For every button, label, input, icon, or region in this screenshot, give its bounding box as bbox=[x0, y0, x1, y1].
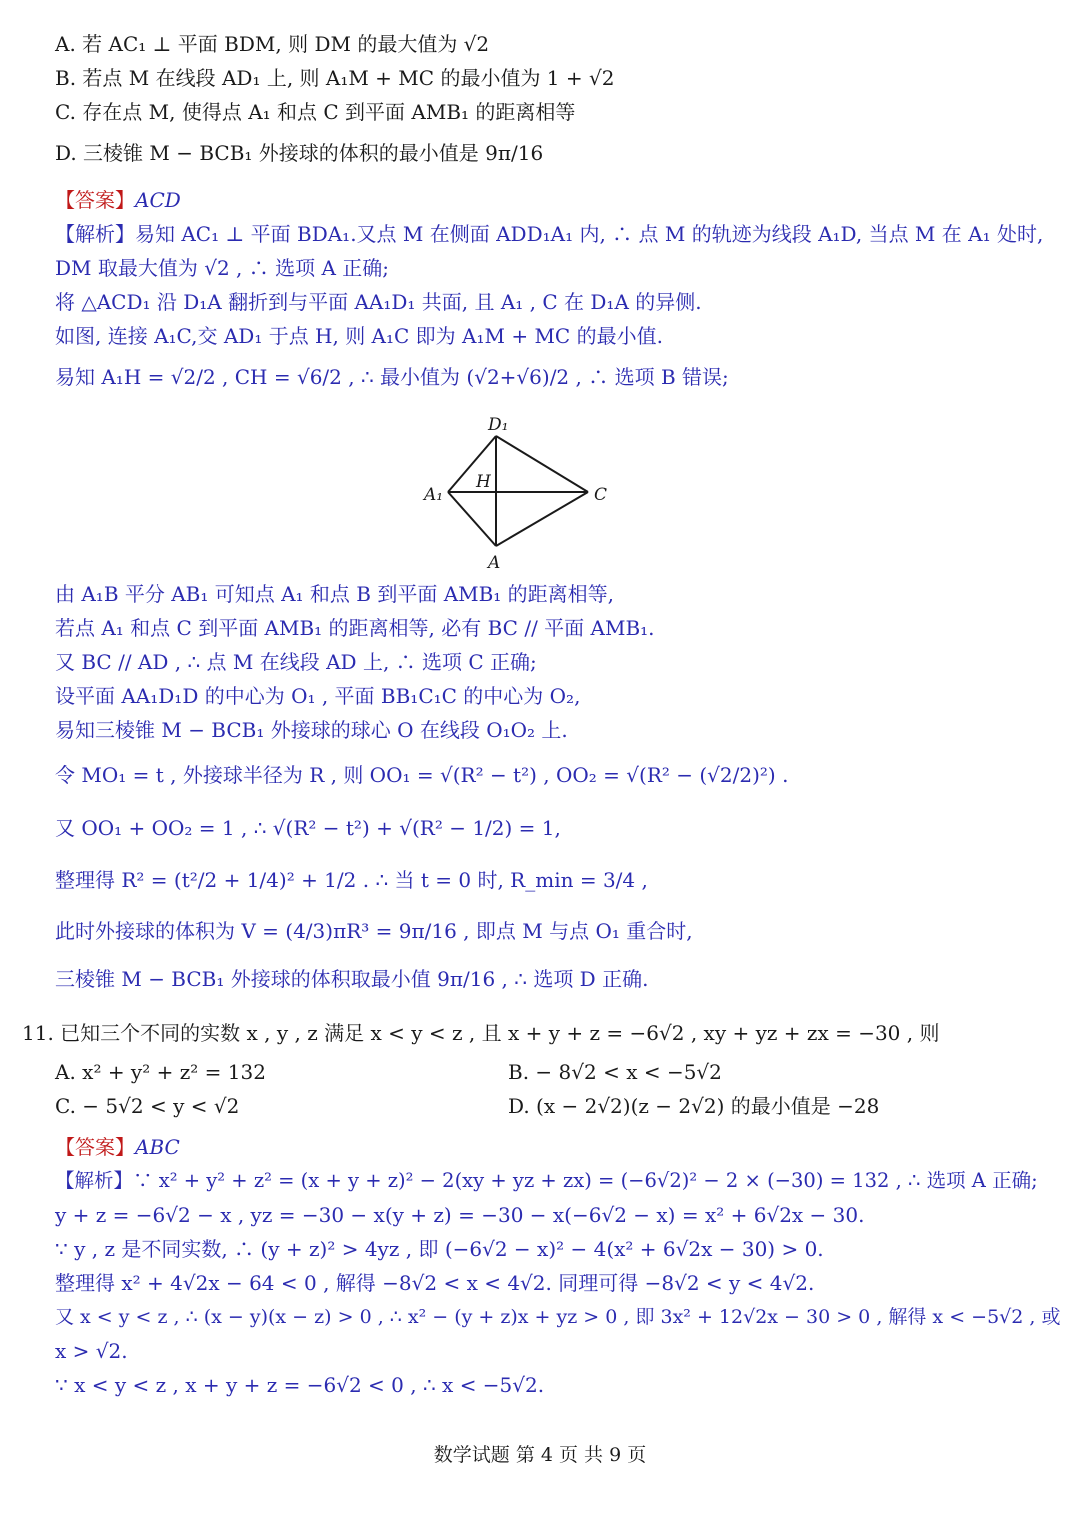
q10-option-d: D. 三棱锥 M − BCB₁ 外接球的体积的最小值是 9π/16 bbox=[55, 141, 544, 165]
q10-option-b: B. 若点 M 在线段 AD₁ 上, 则 A₁M + MC 的最小值为 1 + √2 bbox=[55, 66, 615, 90]
q11-option-c: C. − 5√2 < y < √2 bbox=[55, 1094, 240, 1118]
edge-a1-a bbox=[448, 492, 496, 546]
q10-analysis-line-13: 整理得 R² = (t²/2 + 1/4)² + 1/2 . ∴ 当 t = 0 时, R_min = 3/4 , bbox=[55, 868, 648, 892]
rhombus-diagram bbox=[420, 414, 620, 574]
label-c: C bbox=[594, 485, 608, 505]
label-a1: A₁ bbox=[424, 485, 444, 505]
edge-d1-c bbox=[496, 436, 588, 492]
answer-label: 【答案】 bbox=[55, 188, 135, 212]
q10-analysis-line-2: DM 取最大值为 √2 , ∴ 选项 A 正确; bbox=[55, 256, 390, 280]
q10-analysis-line-3: 将 △ACD₁ 沿 D₁A 翻折到与平面 AA₁D₁ 共面, 且 A₁ , C 在 D₁A 的异侧. bbox=[55, 290, 702, 314]
q10-analysis-line-6: 由 A₁B 平分 AB₁ 可知点 A₁ 和点 B 到平面 AMB₁ 的距离相等, bbox=[55, 582, 615, 606]
q10-analysis-line-9: 设平面 AA₁D₁D 的中心为 O₁ , 平面 BB₁C₁C 的中心为 O₂, bbox=[55, 684, 581, 708]
answer-label: 【答案】 bbox=[55, 1135, 135, 1159]
q10-option-c: C. 存在点 M, 使得点 A₁ 和点 C 到平面 AMB₁ 的距离相等 bbox=[55, 100, 576, 124]
q10-analysis-line-8: 又 BC // AD , ∴ 点 M 在线段 AD 上, ∴ 选项 C 正确; bbox=[55, 650, 537, 674]
q10-analysis-line-1: 【解析】易知 AC₁ ⊥ 平面 BDA₁.又点 M 在侧面 ADD₁A₁ 内, ∴ 点 M 的轨迹为线段 A₁D, 当点 M 在 A₁ 处时, bbox=[55, 222, 1044, 246]
q10-analysis-line-7: 若点 A₁ 和点 C 到平面 AMB₁ 的距离相等, 必有 BC // 平面 AMB₁. bbox=[55, 616, 655, 640]
label-a: A bbox=[488, 553, 501, 573]
q11-analysis-line-3: ∵ y , z 是不同实数, ∴ (y + z)² > 4yz , 即 (−6√2 − x)² − 4(x² + 6√2x − 30) > 0. bbox=[55, 1237, 824, 1261]
q11-option-d: D. (x − 2√2)(z − 2√2) 的最小值是 −28 bbox=[508, 1094, 880, 1118]
answer-value: ABC bbox=[135, 1135, 180, 1159]
q10-analysis-line-10: 易知三棱锥 M − BCB₁ 外接球的球心 O 在线段 O₁O₂ 上. bbox=[55, 718, 568, 742]
q11-analysis-line-4: 整理得 x² + 4√2x − 64 < 0 , 解得 −8√2 < x < 4√2. 同理可得 −8√2 < y < 4√2. bbox=[55, 1271, 815, 1295]
q10-analysis-line-5: 易知 A₁H = √2/2 , CH = √6/2 , ∴ 最小值为 (√2+√6)/2 , ∴ 选项 B 错误; bbox=[55, 365, 729, 389]
answer-value: ACD bbox=[135, 188, 181, 212]
q11-answer bbox=[55, 1134, 180, 1160]
q11-analysis-line-2: y + z = −6√2 − x , yz = −30 − x(y + z) = −30 − x(−6√2 − x) = x² + 6√2x − 30. bbox=[55, 1203, 865, 1227]
q10-analysis-line-11: 令 MO₁ = t , 外接球半径为 R , 则 OO₁ = √(R² − t²) , OO₂ = √(R² − (√2/2)²) . bbox=[55, 763, 789, 787]
q11-analysis-line-7: ∵ x < y < z , x + y + z = −6√2 < 0 , ∴ x < −5√2. bbox=[55, 1373, 545, 1397]
q10-analysis-line-15: 三棱锥 M − BCB₁ 外接球的体积取最小值 9π/16 , ∴ 选项 D 正确. bbox=[55, 967, 649, 991]
q11-analysis-line-5: 又 x < y < z , ∴ (x − y)(x − z) > 0 , ∴ x² − (y + z)x + yz > 0 , 即 3x² + 12√2x − 30 > 0 , 解得 x < −5√2 , 或 bbox=[55, 1306, 1061, 1328]
q11-option-b: B. − 8√2 < x < −5√2 bbox=[508, 1060, 722, 1084]
page-footer: 数学试题 第 4 页 共 9 页 bbox=[433, 1444, 647, 1466]
q11-analysis-line-1: 【解析】∵ x² + y² + z² = (x + y + z)² − 2(xy + yz + zx) = (−6√2)² − 2 × (−30) = 132 , ∴ 选项 A 正确; bbox=[55, 1169, 1038, 1192]
label-h: H bbox=[476, 472, 491, 492]
q11-analysis-line-6: x > √2. bbox=[55, 1339, 128, 1363]
q10-analysis-line-12: 又 OO₁ + OO₂ = 1 , ∴ √(R² − t²) + √(R² − 1/2) = 1, bbox=[55, 816, 561, 840]
q10-answer bbox=[55, 187, 181, 213]
q10-analysis-line-14: 此时外接球的体积为 V = (4/3)πR³ = 9π/16 , 即点 M 与点 O₁ 重合时, bbox=[55, 919, 693, 943]
edge-c-a bbox=[496, 492, 588, 546]
label-d1: D₁ bbox=[488, 415, 509, 435]
q10-analysis-line-4: 如图, 连接 A₁C,交 AD₁ 于点 H, 则 A₁C 即为 A₁M + MC 的最小值. bbox=[55, 324, 663, 348]
q11-option-a: A. x² + y² + z² = 132 bbox=[55, 1060, 266, 1084]
q11-stem: 11. 已知三个不同的实数 x , y , z 满足 x < y < z , 且 x + y + z = −6√2 , xy + yz + zx = −30 , 则 bbox=[22, 1021, 940, 1045]
q10-option-a: A. 若 AC₁ ⊥ 平面 BDM, 则 DM 的最大值为 √2 bbox=[55, 32, 490, 56]
